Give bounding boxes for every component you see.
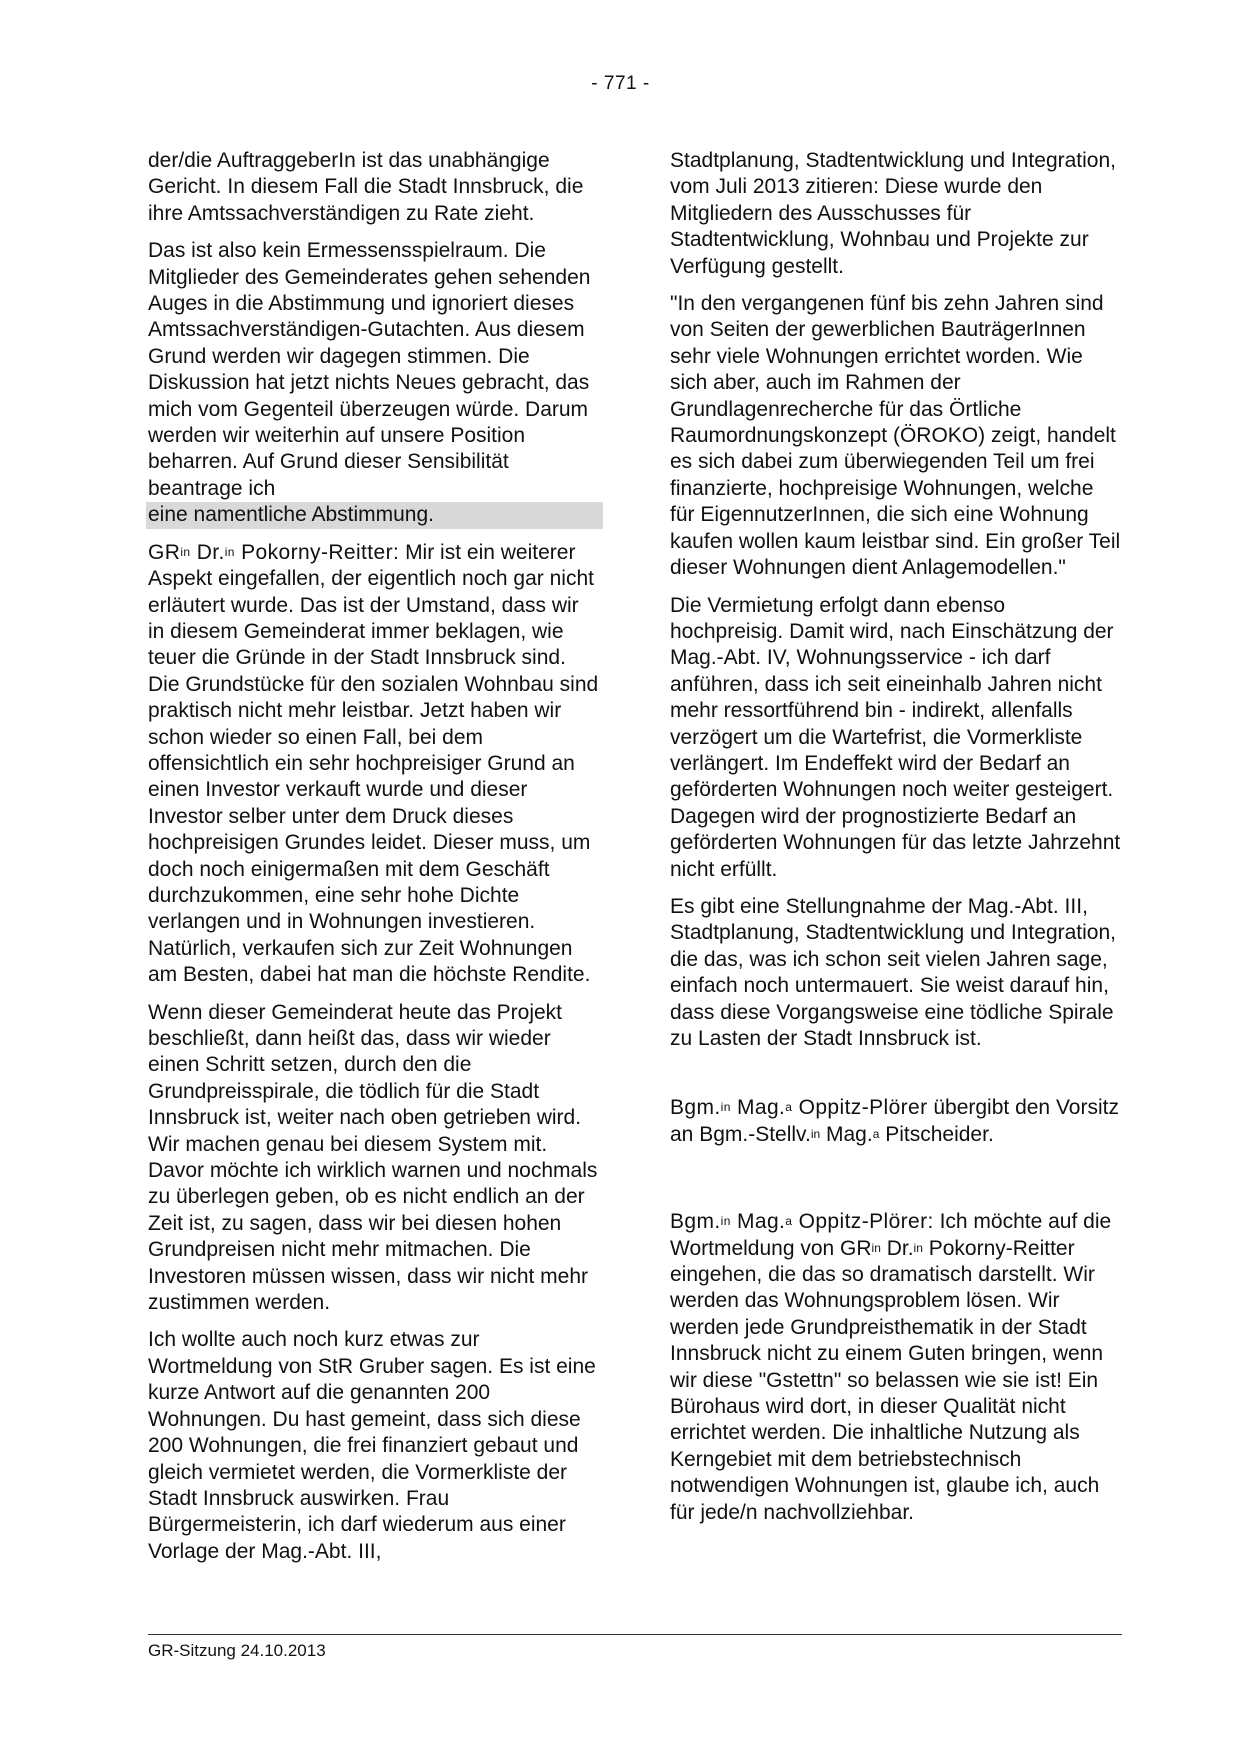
highlighted-motion: eine namentliche Abstimmung.: [146, 502, 603, 528]
paragraph: Die Vermietung erfolgt dann ebenso hochpreisig. Damit wird, nach Einschätzung der Mag.-Abt. IV, Wohnungsservice - ich darf anführen, dass ich seit eineinhalb Jahren nicht mehr ressortführend bin - indirekt, allenfalls verzögert um die Wartefrist, die Vormerkliste verlängert. Im Endeffekt wird der Bedarf an geförderten Wohnungen noch weiter gesteigert. Dagegen wird der prognostizierte Bedarf an geförderten Wohnungen für das letzte Jahrzehnt nicht erfüllt.: [670, 593, 1121, 881]
speech-paragraph: Bgm.$^{in}$ Mag.$^a$ Oppitz-Plörer: Ich möchte auf die Wortmeldung von $GR^{in}$ Dr.$^{in}$ Pokorny-Reitter eingehen, die das so dramatisch darstellt. Wir werden das Wohnungsproblem lösen. Wir werden jede Grundpreisthematik in der Stadt Innsbruck nicht zu einem Guten bringen, wenn wir diese "Gstettn" so belassen wie sie ist! Ein Bürohaus wird dort, in dieser Qualität nicht errichtet werden. Die inhaltliche Nutzung als Kerngebiet mit dem betriebstechnisch notwendigen Wohnungen ist, glaube ich, auch für jede/n nachvollziehbar.: [670, 1210, 1112, 1524]
paragraph: Wenn dieser Gemeinderat heute das Projekt beschließt, dann heißt das, dass wir wieder einen Schritt setzen, durch den die Grundpreisspirale, die tödlich für die Stadt Innsbruck ist, weiter nach oben getrieben wird. Wir machen genau bei diesem System mit. Davor möchte ich wirklich warnen und nochmals zu überlegen geben, ob es nicht endlich an der Zeit ist, zu sagen, dass wir bei diesen hohen Grundpreisen nicht mehr mitmachen. Die Investoren müssen wissen, dass wir nicht mehr zustimmen werden.: [148, 1000, 598, 1315]
footer-session-date: GR-Sitzung 24.10.2013: [148, 1641, 326, 1660]
speaker-name: $GR^{in}$ Dr.$^{in}$ Pokorny-Reitter:: [148, 540, 400, 564]
right-column: [670, 148, 1122, 1537]
paragraph-text: Das ist also kein Ermessensspielraum. Die Mitglieder des Gemeinderates gehen sehenden Auges in die Abstimmung und ignoriert dieses Amtssachverständigen-Gutachten. Aus diesem Grund werden wir dagegen stimmen. Die Diskussion hat jetzt nichts Neues gebracht, das mich vom Gegenteil überzeugen würde. Darum werden wir weiterhin auf unsere Position beharren. Auf Grund dieser Sensibilität beantrage ich: [148, 239, 591, 500]
procedural-note: Bgm.$^{in}$ Mag.$^a$ Oppitz-Plörer übergibt den Vorsitz an Bgm.-Stellv.$^{in}$ Mag.$^a$ Pitscheider.: [670, 1096, 1119, 1146]
paragraph: [148, 238, 600, 528]
speaker-name: Bgm.$^{in}$ Mag.$^a$ Oppitz-Plörer: [670, 1096, 928, 1120]
speech-paragraph: [148, 540, 600, 989]
speech-text: Mir ist ein weiterer Aspekt eingefallen, der eigentlich noch gar nicht erläutert wurde. Das ist der Umstand, dass wir in diesem Gemeinderat immer beklagen, wie teuer die Gründe in der Stadt Innsbruck sind. Die Grundstücke für den sozialen Wohnbau sind praktisch nicht mehr leistbar. Jetzt haben wir schon wieder so einen Fall, bei dem offensichtlich ein sehr hochpreisiger Grund an einen Investor verkauft wurde und dieser Investor selber unter dem Druck dieses hochpreisigen Grundes leidet. Dieser muss, um doch noch einigermaßen mit dem Geschäft durchzukommen, eine sehr hohe Dichte verlangen und in Wohnungen investieren. Natürlich, verkaufen sich zur Zeit Wohnungen am Besten, dabei hat man die höchste Rendite.: [148, 540, 599, 987]
left-column: [148, 148, 600, 1576]
page-number: - 771 -: [591, 73, 650, 94]
paragraph: der/die AuftraggeberIn ist das unabhängige Gericht. In diesem Fall die Stadt Innsbruck, die ihre Amtssachverständigen zu Rate zieht.: [148, 149, 584, 225]
paragraph: Ich wollte auch noch kurz etwas zur Wortmeldung von StR Gruber sagen. Es ist eine kurze Antwort auf die genannten 200 Wohnungen. Du hast gemeint, dass sich diese 200 Wohnungen, die frei finanziert gebaut und gleich vermietet werden, die Vormerkliste der Stadt Innsbruck auswirken. Frau Bürgermeisterin, ich darf wiederum aus einer Vorlage der Mag.-Abt. III,: [148, 1328, 596, 1563]
quote-paragraph: "In den vergangenen fünf bis zehn Jahren sind von Seiten der gewerblichen BauträgerInnen sehr viele Wohnungen errichtet worden. Wie sich aber, auch im Rahmen der Grundlagenrecherche für das Örtliche Raumordnungskonzept (ÖROKO) zeigt, handelt es sich dabei zum überwiegenden Teil um frei finanzierte, hochpreisige Wohnungen, welche für EigennutzerInnen, die sich eine Wohnung kaufen wollen kaum leistbar sind. Ein großer Teil dieser Wohnungen dient Anlagemodellen.": [670, 292, 1121, 580]
footer-divider: [148, 1634, 1122, 1635]
paragraph: Stadtplanung, Stadtentwicklung und Integration, vom Juli 2013 zitieren: Diese wurde den Mitgliedern des Ausschusses für Stadtentwicklung, Wohnbau und Projekte zur Verfügung gestellt.: [670, 149, 1116, 278]
speaker-name: Bgm.$^{in}$ Mag.$^a$ Oppitz-Plörer:: [670, 1210, 934, 1234]
paragraph: Es gibt eine Stellungnahme der Mag.-Abt. III, Stadtplanung, Stadtentwicklung und Integration, die das, was ich schon seit vielen Jahren sage, einfach noch untermauert. Sie weist darauf hin, dass diese Vorgangsweise eine tödliche Spirale zu Lasten der Stadt Innsbruck ist.: [670, 894, 1116, 1050]
